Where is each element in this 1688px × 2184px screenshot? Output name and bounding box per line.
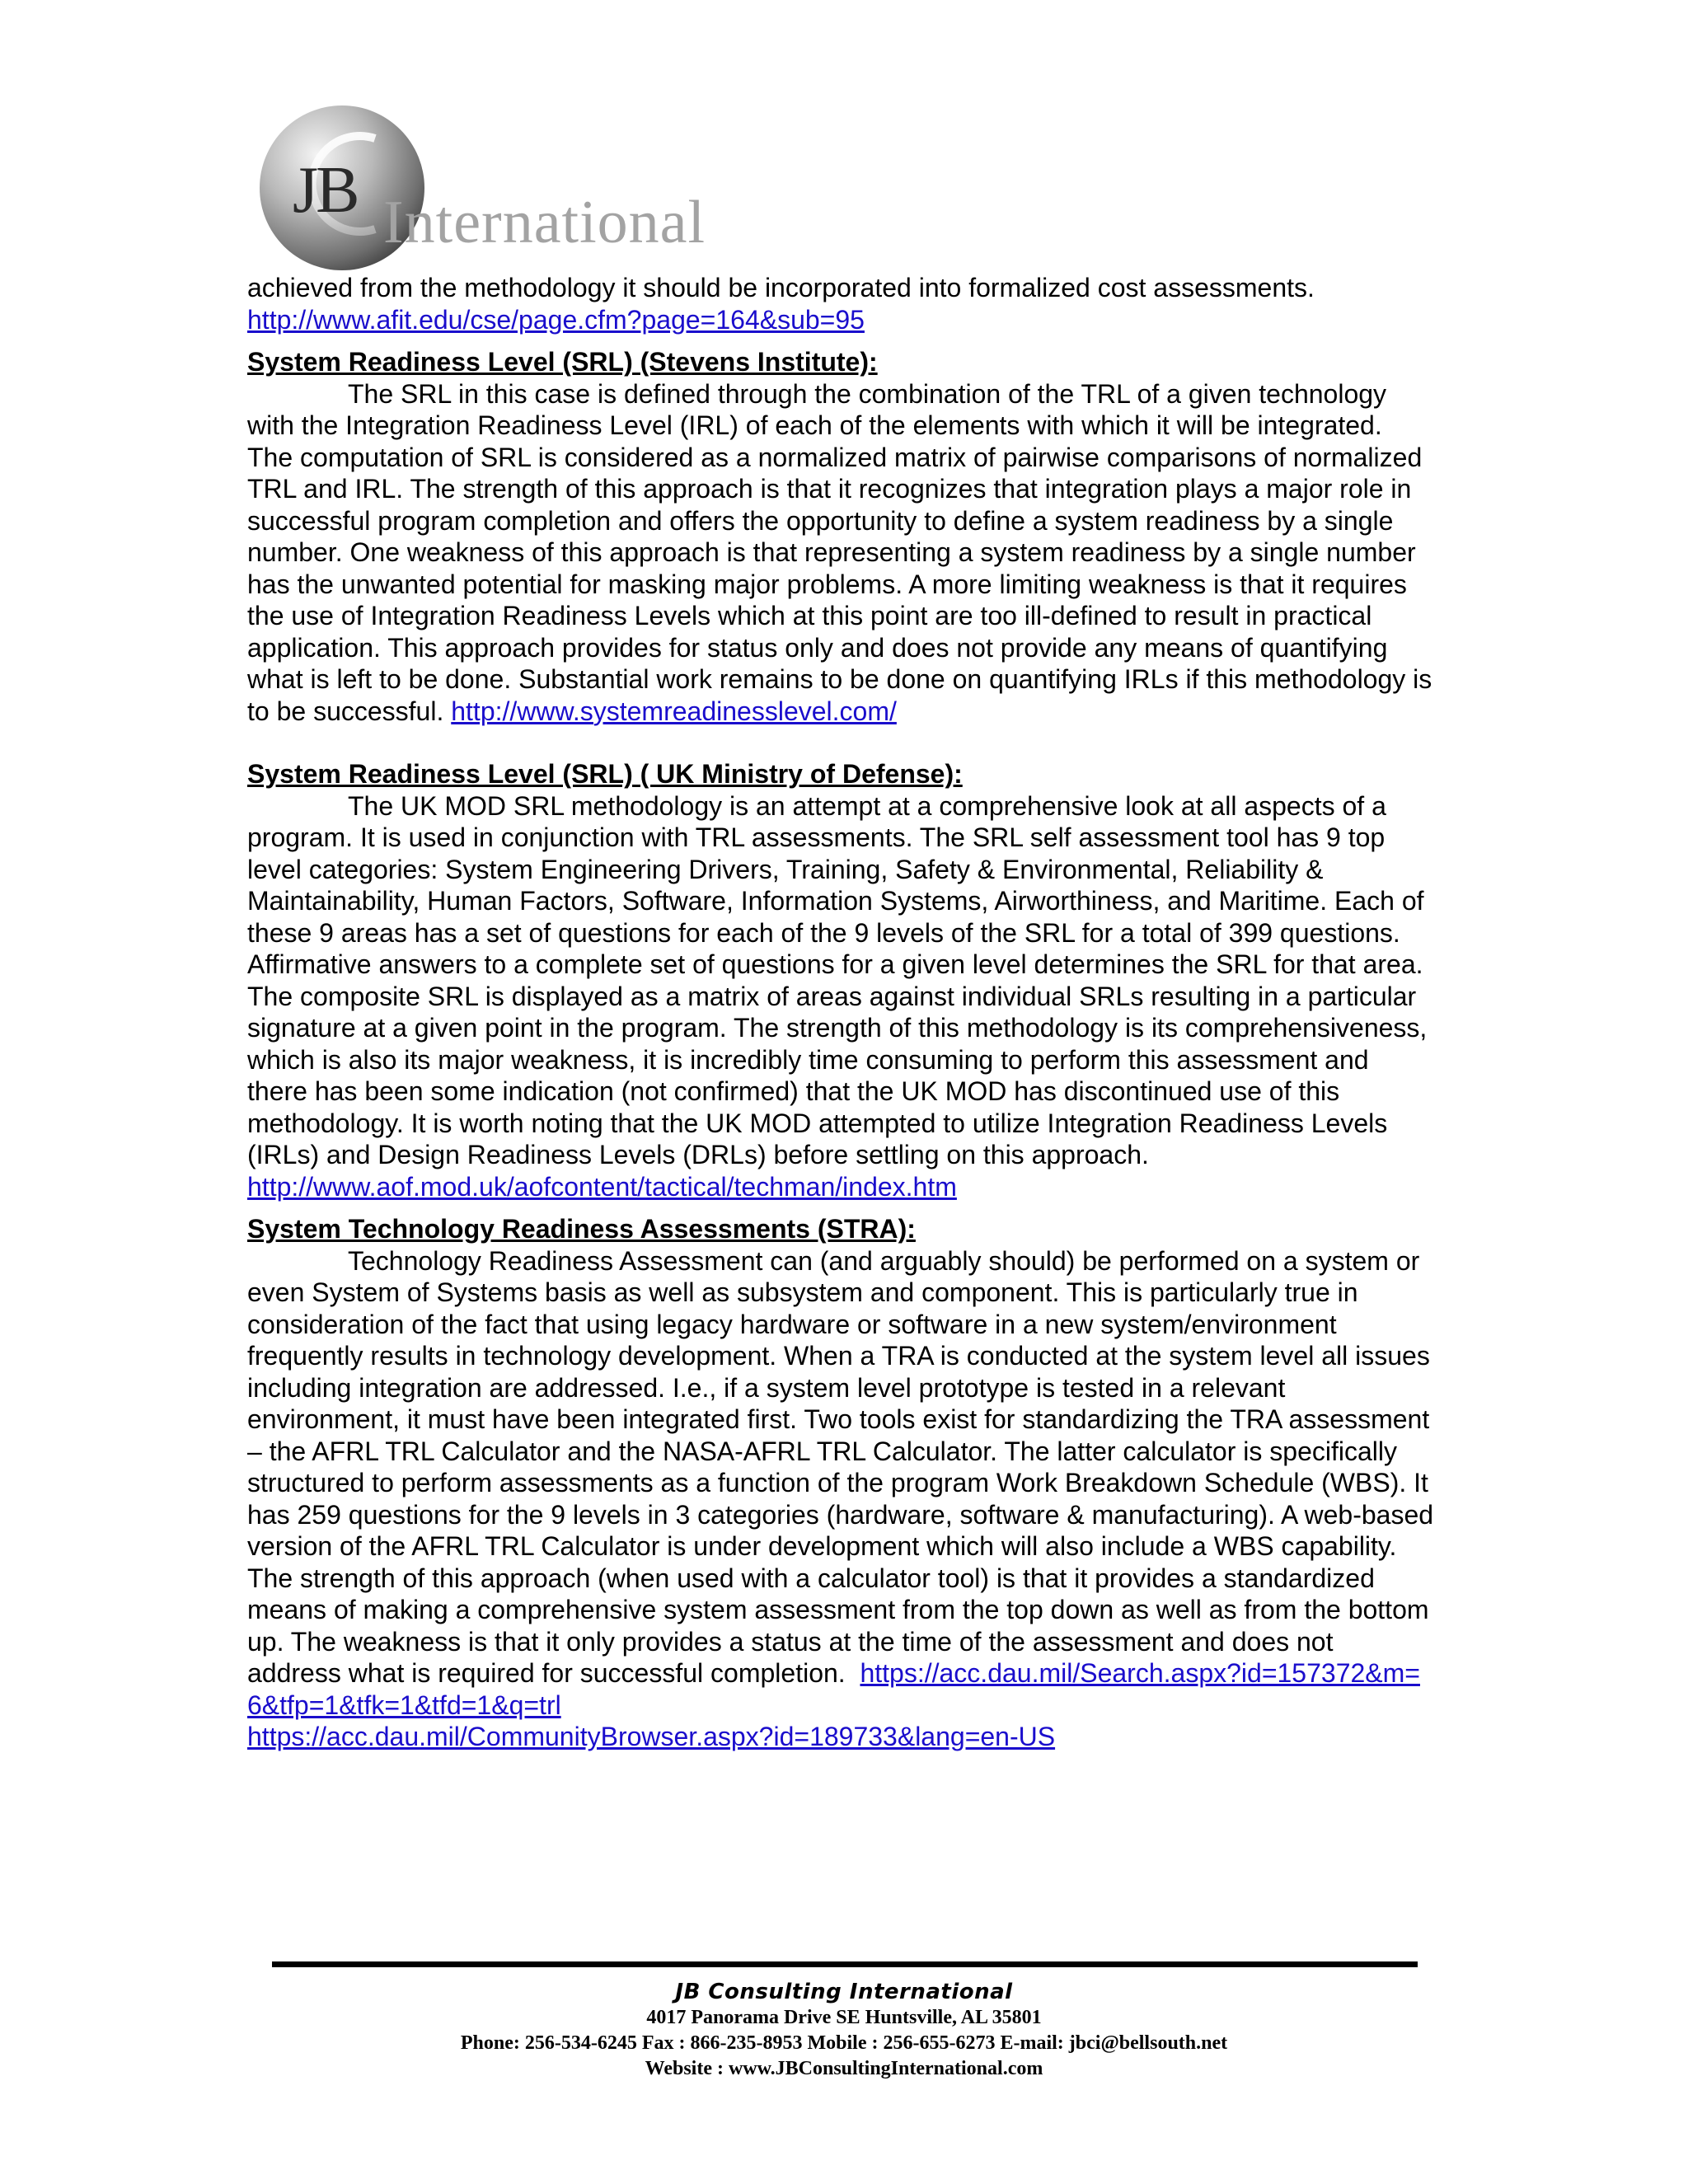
continuation-text: achieved from the methodology it should be incorporated into formalized cost assessments. <box>247 273 1315 302</box>
footer-contact: Phone: 256-534-6245 Fax : 866-235-8953 Mobile : 256-655-6273 E-mail: jbci@bellsouth.net <box>460 2032 1228 2054</box>
srl-link[interactable]: http://www.systemreadinesslevel.com/ <box>451 696 897 726</box>
section-body-stra <box>247 1245 1434 1753</box>
section-heading-stevens: System Readiness Level (SRL) (Stevens Institute): <box>247 347 878 377</box>
section-heading-stra: System Technology Readiness Assessments (STRA): <box>247 1214 916 1244</box>
footer <box>0 1980 1688 2082</box>
dau-community-link[interactable]: https://acc.dau.mil/CommunityBrowser.aspx?id=189733&lang=en-US <box>247 1722 1056 1751</box>
footer-website: Website : www.JBConsultingInternational.com <box>645 2058 1043 2079</box>
section-body-stevens <box>247 378 1434 728</box>
section-heading-ukmod: System Readiness Level (SRL) ( UK Ministry of Defense): <box>247 759 963 789</box>
section-text-ukmod: The UK MOD SRL methodology is an attempt at a comprehensive look at all aspects of a program. It is used in conjunction with TRL assessments. The SRL self assessment tool has 9 top level categories: System Engineering Drivers, Training, Safety & Environmental, Reliability & Maintainability, Human Factors, Software, Information Systems, Airworthiness, and Maritime. Each of these 9 areas has a set of questions for each of the 9 levels of the SRL for a total of 399 questions. Affirmative answers to a complete set of questions for a given level determines the SRL for that area. The composite SRL is displayed as a matrix of areas against individual SRLs resulting in a particular signature at a given point in the program. The strength of this methodology is its comprehensiveness, which is also its major weakness, it is incredibly time consuming to perform this assessment and there has been some indication (not confirmed) that the UK MOD has discontinued use of this methodology. It is worth noting that the UK MOD attempted to utilize Integration Readiness Levels (IRLs) and Design Readiness Levels (DRLs) before settling on this approach. <box>247 790 1428 1169</box>
logo-wordmark: International <box>383 189 706 256</box>
aof-link[interactable]: http://www.aof.mod.uk/aofcontent/tactical/techman/index.htm <box>247 1171 957 1202</box>
continuation-paragraph <box>247 272 1434 335</box>
logo-letters: JB <box>293 154 358 227</box>
section-body-ukmod <box>247 790 1434 1203</box>
footer-address: 4017 Panorama Drive SE Huntsville, AL 35801 <box>646 2007 1042 2028</box>
section-text-stevens: The SRL in this case is defined through the combination of the TRL of a given technology with the Integration Readiness Level (IRL) of each of the elements with which it will be integrated. The computation of SRL is considered as a normalized matrix of pairwise comparisons of normalized TRL and IRL. The strength of this approach is that it recognizes that integration plays a major role in successful program completion and offers the opportunity to define a system readiness by a single number. One weakness of this approach is that representing a system readiness by a single number has the unwanted potential for masking major problems. A more limiting weakness is that it requires the use of Integration Readiness Levels which at this point are too ill-defined to result in practical application. This approach provides for status only and does not provide any means of quantifying what is left to be done. Substantial work remains to be done on quantifying IRLs if this methodology is to be successful. <box>247 378 1432 726</box>
document-body <box>247 272 1434 1753</box>
afit-link[interactable]: http://www.afit.edu/cse/page.cfm?page=164&sub=95 <box>247 304 865 335</box>
footer-company-name: JB Consulting International <box>675 1980 1013 2004</box>
company-logo <box>251 105 746 270</box>
footer-divider <box>272 1961 1418 1967</box>
dau-search-link[interactable]: https://acc.dau.mil/Search.aspx?id=157372&m=6&tfp=1&tfk=1&tfd=1&q=trl <box>247 1658 1420 1720</box>
section-text-stra: Technology Readiness Assessment can (and arguably should) be performed on a system or even System of Systems basis as well as subsystem and component. This is particularly true in consideration of the fact that using legacy hardware or software in a new system/environment frequently results in technology development. When a TRA is conducted at the system level all issues including integration are addressed. I.e., if a system level prototype is tested in a relevant environment, it must have been integrated first. Two tools exist for standardizing the TRA assessment – the AFRL TRL Calculator and the NASA-AFRL TRL Calculator. The latter calculator is specifically structured to perform assessments as a function of the program Work Breakdown Schedule (WBS). It has 259 questions for the 9 levels in 3 categories (hardware, software & manufacturing). A web-based version of the AFRL TRL Calculator is under development which will also include a WBS capability. The strength of this approach (when used with a calculator tool) is that it provides a standardized means of making a comprehensive system assessment from the top down as well as from the bottom up. The weakness is that it only provides a status at the time of the assessment and does not address what is required for successful completion. <box>247 1245 1434 1688</box>
